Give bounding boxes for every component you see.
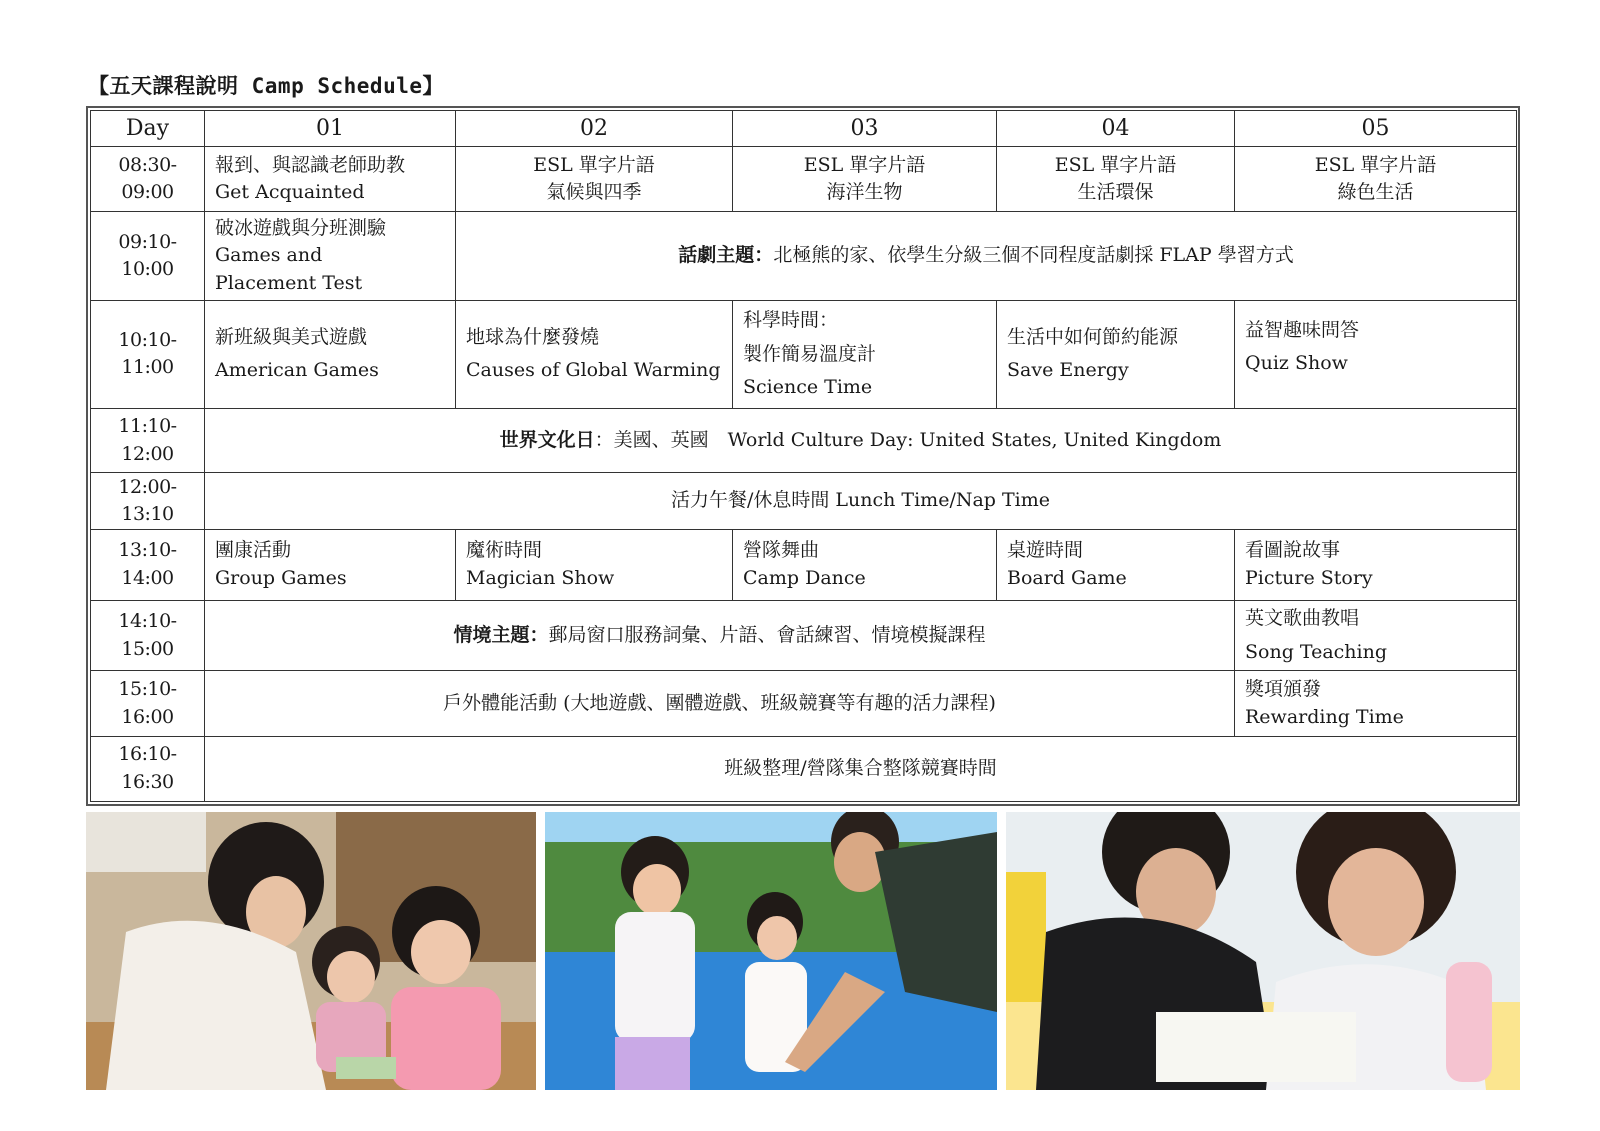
header-day-02: 02	[456, 111, 733, 147]
time-cell: 16:10-16:30	[91, 736, 205, 801]
photo-strip	[0, 812, 1600, 1090]
activity-cell: 魔術時間 Magician Show	[456, 529, 733, 600]
time-cell: 15:10-16:00	[91, 671, 205, 736]
photo-reading-tutor	[1006, 812, 1520, 1090]
time-cell: 14:10-15:00	[91, 601, 205, 671]
schedule-table	[90, 110, 1517, 802]
world-culture-label: 世界文化日	[499, 429, 595, 452]
page-title: 【五天課程說明 Camp Schedule】	[88, 74, 445, 98]
photo-outdoor-game	[545, 812, 997, 1090]
situation-theme-text: 郵局窗口服務詞彙、片語、會話練習、情境模擬課程	[548, 623, 986, 646]
activity-cell: ESL 單字片語 綠色生活	[1235, 147, 1517, 212]
header-day: Day	[91, 111, 205, 147]
drama-theme-label: 話劇主題：	[678, 244, 774, 267]
situation-theme-label: 情境主題：	[453, 623, 549, 646]
header-day-05: 05	[1235, 111, 1517, 147]
situation-theme-cell	[205, 601, 1235, 671]
activity-cell: 團康活動 Group Games	[205, 529, 456, 600]
activity-cell: 營隊舞曲 Camp Dance	[733, 529, 997, 600]
time-cell: 11:10-12:00	[91, 409, 205, 473]
activity-cell: 生活中如何節約能源 Save Energy	[997, 300, 1235, 408]
time-cell: 09:10-10:00	[91, 212, 205, 300]
table-row	[91, 300, 1517, 408]
activity-cell: 獎項頒發 Rewarding Time	[1235, 671, 1517, 736]
closing-cell: 班級整理/營隊集合整隊競賽時間	[205, 736, 1517, 801]
time-cell: 08:30-09:00	[91, 147, 205, 212]
activity-cell: 新班級與美式遊戲 American Games	[205, 300, 456, 408]
activity-cell: 看圖說故事 Picture Story	[1235, 529, 1517, 600]
table-row	[91, 529, 1517, 600]
table-row	[91, 409, 1517, 473]
activity-cell: 破冰遊戲與分班測驗 Games and Placement Test	[205, 212, 456, 300]
table-row	[91, 736, 1517, 801]
activity-cell: 科學時間： 製作簡易溫度計 Science Time	[733, 300, 997, 408]
activity-cell: 報到、與認識老師助教 Get Acquainted	[205, 147, 456, 212]
header-day-04: 04	[997, 111, 1235, 147]
world-culture-cell	[205, 409, 1517, 473]
table-row	[91, 671, 1517, 736]
lunch-cell: 活力午餐/休息時間 Lunch Time/Nap Time	[205, 473, 1517, 529]
activity-cell: 桌遊時間 Board Game	[997, 529, 1235, 600]
outdoor-activity-cell: 戶外體能活動 (大地遊戲、團體遊戲、班級競賽等有趣的活力課程)	[205, 671, 1235, 736]
activity-cell: ESL 單字片語 生活環保	[997, 147, 1235, 212]
activity-cell: ESL 單字片語 海洋生物	[733, 147, 997, 212]
header-day-01: 01	[205, 111, 456, 147]
header-day-03: 03	[733, 111, 997, 147]
time-cell: 10:10-11:00	[91, 300, 205, 408]
drama-theme-text: 北極熊的家、依學生分級三個不同程度話劇採 FLAP 學習方式	[773, 244, 1294, 267]
table-row	[91, 147, 1517, 212]
activity-cell: ESL 單字片語 氣候與四季	[456, 147, 733, 212]
drama-theme-cell	[456, 212, 1517, 300]
activity-cell: 英文歌曲教唱 Song Teaching	[1235, 601, 1517, 671]
table-row	[91, 212, 1517, 300]
table-header-row	[91, 111, 1517, 147]
photo-classroom-activity	[86, 812, 536, 1090]
activity-cell: 益智趣味問答 Quiz Show	[1235, 300, 1517, 408]
table-row	[91, 473, 1517, 529]
activity-cell: 地球為什麼發燒 Causes of Global Warming	[456, 300, 733, 408]
time-cell: 12:00-13:10	[91, 473, 205, 529]
table-row	[91, 601, 1517, 671]
world-culture-text: ：美國、英國 World Culture Day: United States, United Kingdom	[594, 429, 1222, 452]
time-cell: 13:10-14:00	[91, 529, 205, 600]
